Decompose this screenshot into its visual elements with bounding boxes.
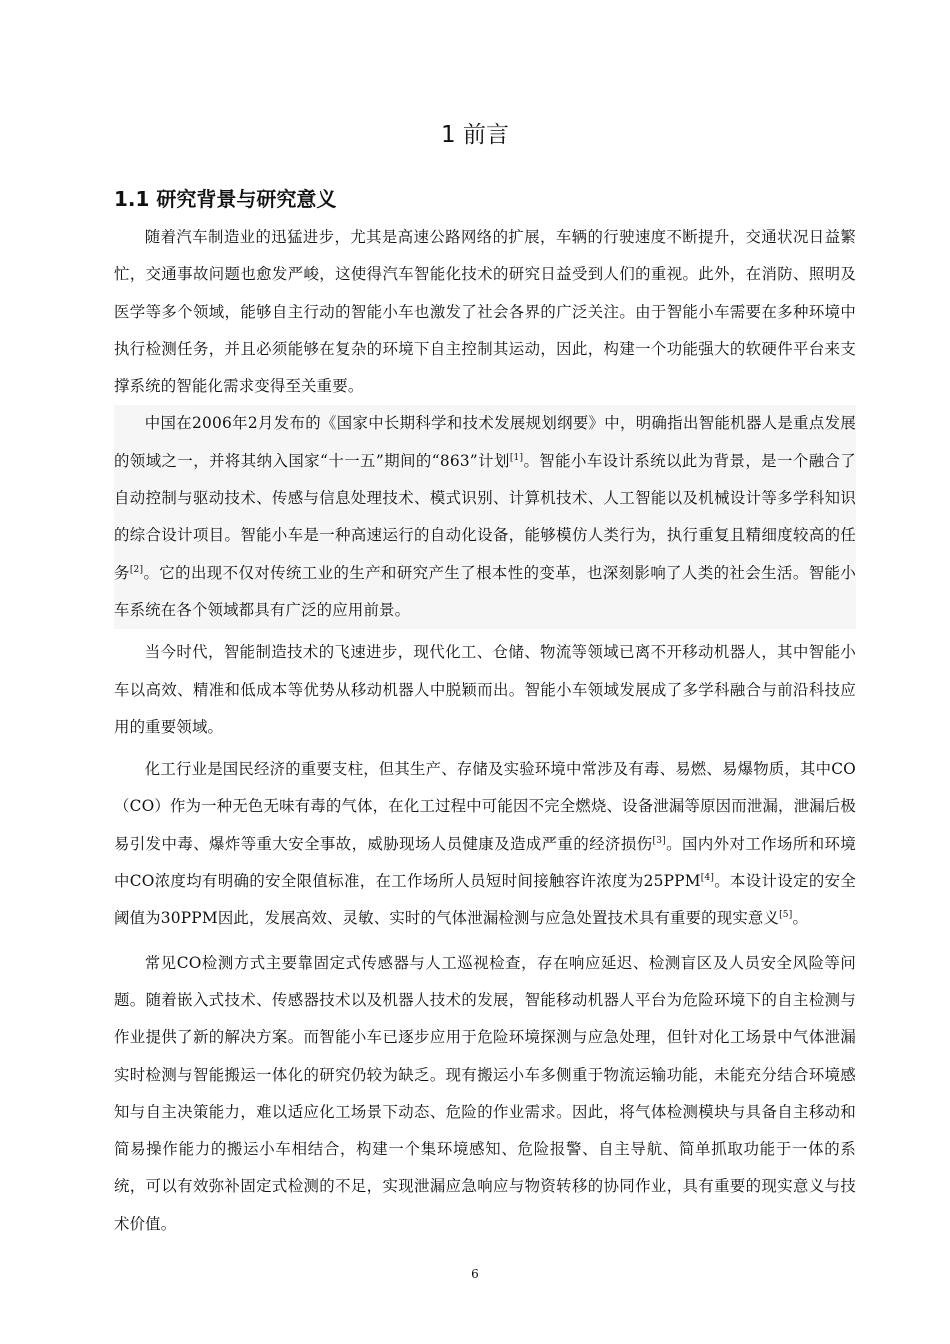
paragraph-national-plan [114, 405, 856, 629]
paragraph-text: 。本设计设定的安全阈值为30PPM因此，发展高效、灵敏、实时的气体泄漏检测与应急处置技术具有重要的现实意义 [114, 872, 856, 928]
paragraph-text: 。智能小车设计系统以此为背景，是一个融合了自动控制与驱动技术、传感与信息处理技术、模式识别、计算机技术、人工智能以及机械设计等多学科知识的综合设计项目。智能小车是一种高速运行的自动化设备，能够模仿人类行为，执行重复且精细度较高的任务 [114, 451, 856, 582]
paragraph-text: 。 [792, 909, 809, 928]
citation-ref[interactable]: [2] [129, 564, 144, 575]
paragraph-text: 化工行业是国民经济的重要支柱，但其生产、存储及实验环境中常涉及有毒、易燃、易爆物质，其中CO（CO）作为一种无色无味有毒的气体，在化工过程中可能因不完全燃烧、设备泄漏等原因而泄漏，泄漏后极易引发中毒、爆炸等重大安全事故，威胁现场人员健康及造成严重的经济损伤 [114, 760, 856, 853]
chapter-title: 1 前言 [441, 122, 509, 149]
page-number: 6 [471, 1267, 479, 1281]
paragraph-text: 常见CO检测方式主要靠固定式传感器与人工巡视检查，存在响应延迟、检测盲区及人员安全风险等问题。随着嵌入式技术、传感器技术以及机器人技术的发展，智能移动机器人平台为危险环境下的自主检测与作业提供了新的解决方案。而智能小车已逐步应用于危险环境探测与应急处理，但针对化工场景中气体泄漏实时检测与智能搬运一体化的研究仍较为缺乏。现有搬运小车多侧重于物流运输功能，未能充分结合环境感知与自主决策能力，难以适应化工场景下动态、危险的作业需求。因此，将气体检测模块与具备自主移动和简易操作能力的搬运小车相结合，构建一个集环境感知、危险报警、自主导航、简单抓取功能于一体的系统，可以有效弥补固定式检测的不足，实现泄漏应急响应与物资转移的协同作业，具有重要的现实意义与技术价值。 [114, 953, 856, 1233]
citation-ref[interactable]: [3] [652, 835, 666, 846]
paragraph-text: 当今时代，智能制造技术的飞速进步，现代化工、仓储、物流等领域已离不开移动机器人，其中智能小车以高效、精准和低成本等优势从移动机器人中脱颖而出。智能小车领域发展成了多学科融合与前沿科技应用的重要领域。 [114, 643, 856, 736]
paragraph-text: 中国在2006年2月发布的《国家中长期科学和技术发展规划纲要》中，明确指出智能机器人是重点发展的领域之一，并将其纳入国家“十一五”期间的“863”计划 [114, 414, 856, 470]
paragraph-intelligent-manufacturing [114, 634, 856, 746]
citation-ref[interactable]: [5] [779, 910, 793, 921]
paragraph-co-detection [114, 945, 856, 1243]
paragraph-text: 随着汽车制造业的迅猛进步，尤其是高速公路网络的扩展，车辆的行驶速度不断提升，交通状况日益繁忙，交通事故问题也愈发严峻，这使得汽车智能化技术的研究日益受到人们的重视。此外，在消防、照明及医学等多个领域，能够自主行动的智能小车也激发了社会各界的广泛关注。由于智能小车需要在多种环境中执行检测任务，并且必须能够在复杂的环境下自主控制其运动，因此，构建一个功能强大的软硬件平台来支撑系统的智能化需求变得至关重要。 [114, 228, 856, 396]
section-title: 1.1 研究背景与研究意义 [114, 186, 337, 211]
paragraph-text: 。国内外对工作场所和环境中CO浓度均有明确的安全限值标准，在工作场所人员短时间接触容许浓度为25PPM [114, 834, 856, 891]
paragraph-chemical-industry [114, 751, 856, 937]
paragraph-background [114, 219, 856, 405]
paragraph-text: 。它的出现不仅对传统工业的生产和研究产生了根本性的变革，也深刻影响了人类的社会生活。智能小车系统在各个领域都具有广泛的应用前景。 [114, 563, 856, 619]
citation-ref[interactable]: [1] [509, 452, 524, 463]
document-body [114, 219, 856, 1243]
citation-ref[interactable]: [4] [700, 873, 715, 884]
